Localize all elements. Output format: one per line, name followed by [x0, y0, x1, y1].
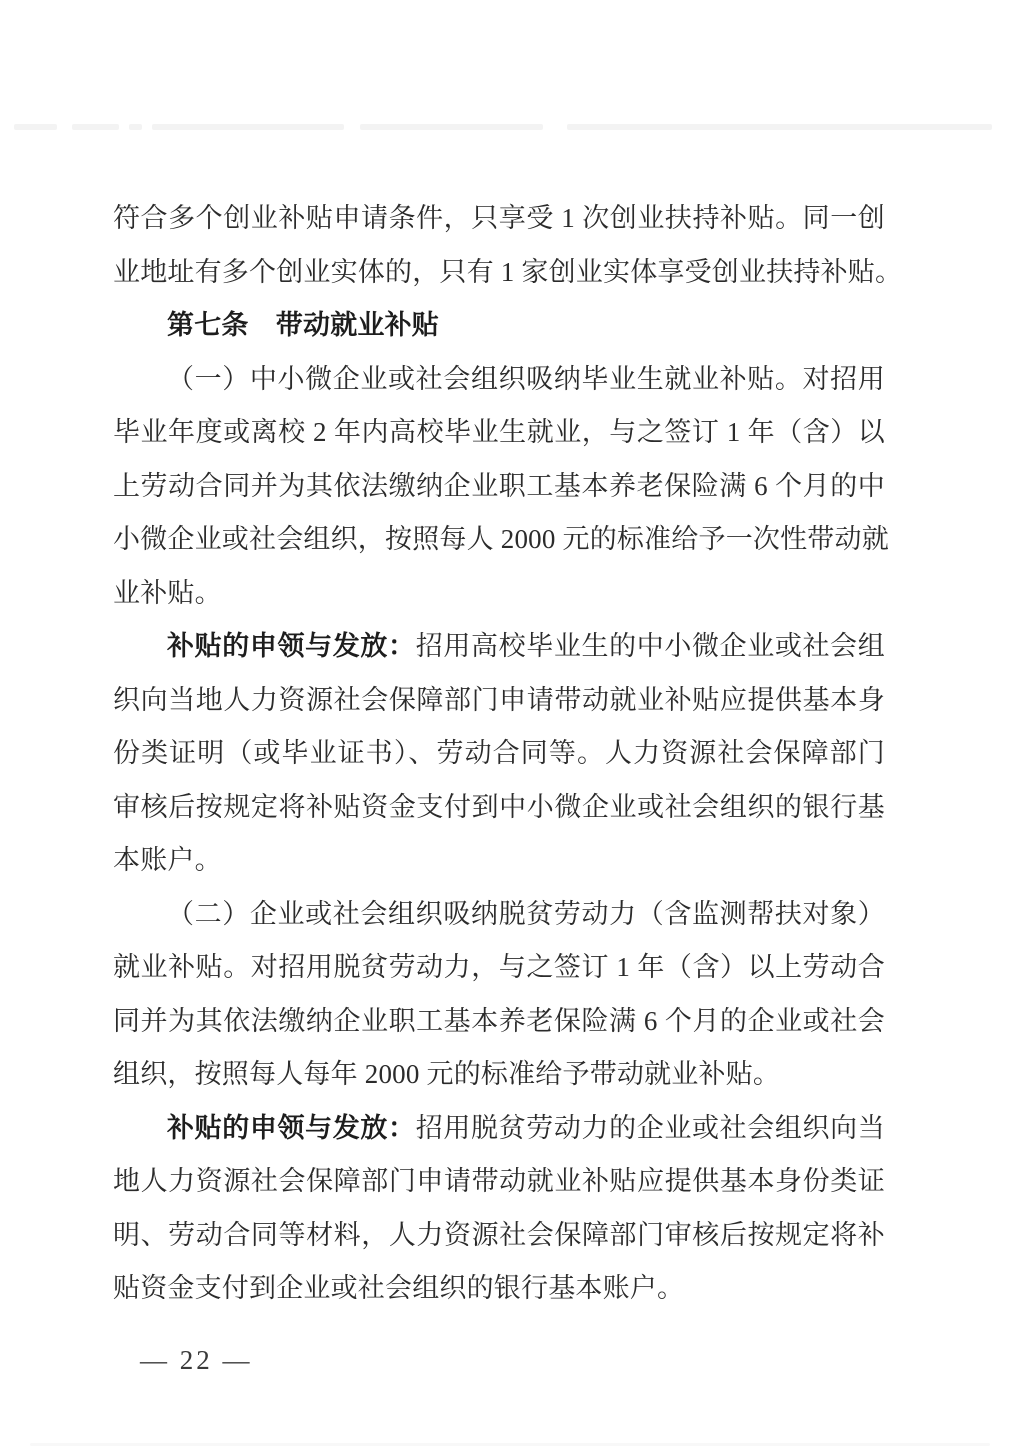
body-text: 小微企业或社会组织，按照每人 2000 元的标准给予一次性带动就 — [113, 524, 889, 554]
body-text: 地人力资源社会保障部门申请带动就业补贴应提供基本身份类证 — [113, 1166, 885, 1196]
body-text: 招用高校毕业生的中小微企业或社会组 — [415, 631, 885, 661]
scan-artifact — [360, 124, 543, 130]
body-text: 符合多个创业补贴申请条件，只享受 1 次创业扶持补贴。同一创 — [113, 203, 885, 233]
text-line — [113, 941, 885, 995]
text-line — [113, 888, 885, 942]
body-text: 业补贴。 — [113, 577, 222, 608]
text-line — [113, 567, 885, 621]
body-text: 毕业年度或离校 2 年内高校毕业生就业，与之签订 1 年（含）以 — [113, 417, 885, 447]
text-line — [113, 192, 885, 246]
body-text: 审核后按规定将补贴资金支付到中小微企业或社会组织的银行基 — [113, 791, 885, 822]
text-line — [113, 995, 885, 1049]
body-text: 织向当地人力资源社会保障部门申请带动就业补贴应提供基本身 — [113, 684, 885, 715]
scan-artifact — [30, 1443, 990, 1446]
body-text: 招用脱贫劳动力的企业或社会组织向当 — [415, 1112, 885, 1143]
text-line — [113, 781, 885, 835]
body-text: 本账户。 — [113, 845, 222, 875]
scan-artifact — [152, 124, 344, 130]
body-text: 贴资金支付到企业或社会组织的银行基本账户。 — [113, 1273, 685, 1303]
text-line — [113, 620, 885, 674]
section-heading — [113, 299, 885, 353]
text-line — [113, 353, 885, 407]
text-line — [113, 460, 885, 514]
body-text: （二）企业或社会组织吸纳脱贫劳动力（含监测帮扶对象） — [167, 898, 885, 929]
bold-lead-text: 补贴的申领与发放： — [167, 1112, 416, 1143]
scan-artifact — [567, 124, 992, 130]
body-text: 上劳动合同并为其依法缴纳企业职工基本养老保险满 6 个月的中 — [113, 470, 885, 501]
text-line — [113, 1209, 885, 1263]
text-line — [113, 246, 903, 300]
text-line — [113, 1048, 885, 1102]
scan-artifact — [72, 124, 119, 130]
body-text: 同并为其依法缴纳企业职工基本养老保险满 6 个月的企业或社会 — [113, 1005, 885, 1036]
body-text: 就业补贴。对招用脱贫劳动力，与之签订 1 年（含）以上劳动合 — [113, 952, 885, 982]
text-line — [113, 406, 885, 460]
text-line — [113, 1155, 885, 1209]
scan-artifact — [129, 124, 142, 130]
bold-lead-text: 第七条 带动就业补贴 — [167, 310, 439, 340]
scan-artifact — [14, 124, 57, 130]
body-text: 份类证明（或毕业证书）、劳动合同等。人力资源社会保障部门 — [113, 738, 885, 768]
bold-lead-text: 补贴的申领与发放： — [167, 631, 416, 661]
body-text: 组织，按照每人每年 2000 元的标准给予带动就业补贴。 — [113, 1059, 781, 1089]
body-text: 明、劳动合同等材料，人力资源社会保障部门审核后按规定将补 — [113, 1219, 885, 1250]
page-number: — 22 — — [140, 1345, 253, 1375]
text-line — [113, 513, 889, 567]
text-line — [113, 674, 885, 728]
body-text: 业地址有多个创业实体的，只有 1 家创业实体享受创业扶持补贴。 — [113, 256, 903, 287]
body-text: （一）中小微企业或社会组织吸纳毕业生就业补贴。对招用 — [167, 363, 885, 394]
text-line — [113, 834, 885, 888]
text-line — [113, 1102, 885, 1156]
text-line — [113, 1262, 885, 1316]
text-line — [113, 727, 885, 781]
text-block — [113, 192, 903, 1316]
